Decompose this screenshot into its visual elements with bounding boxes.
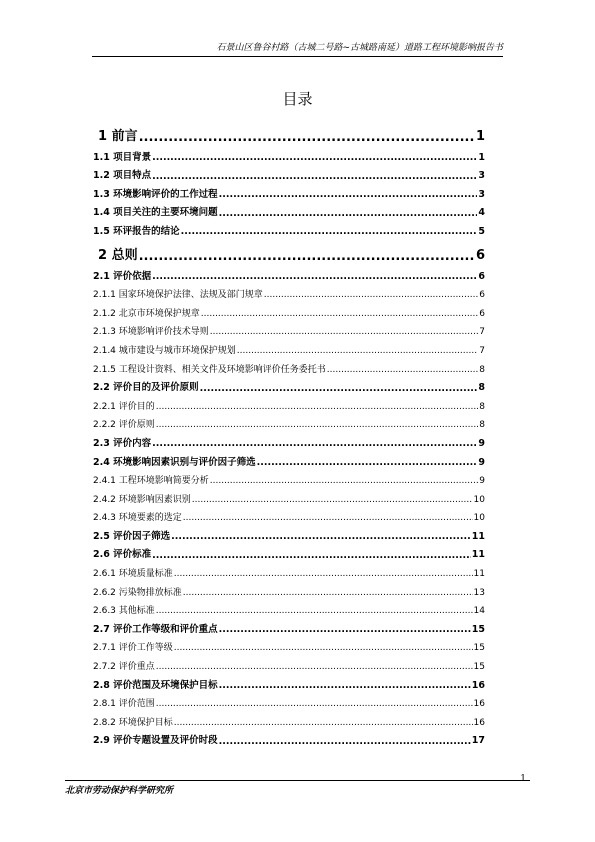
- toc-entry[interactable]: [93, 282, 485, 301]
- toc-leader-dots: [152, 551, 471, 561]
- toc-entry-title: 2.4.3 环境要素的选定: [93, 513, 182, 524]
- toc-entry-page: 5: [478, 225, 485, 237]
- toc-leader-dots: [152, 439, 477, 449]
- footer-org: 北京市劳动保护科学研究所: [65, 786, 174, 796]
- toc-leader-dots: [219, 681, 471, 691]
- toc-entry[interactable]: [93, 542, 485, 561]
- toc-entry-page: 3: [478, 170, 485, 182]
- toc-entry-title: 2.1.4 城市建设与城市环境保护规划: [93, 345, 236, 356]
- toc-entry[interactable]: [93, 144, 485, 163]
- toc-entry-page: 8: [479, 401, 485, 412]
- toc-entry[interactable]: [93, 181, 485, 200]
- toc-entry[interactable]: [93, 653, 485, 672]
- toc-entry[interactable]: [93, 728, 485, 747]
- toc-entry-title: 2.6.1 环境质量标准: [93, 569, 173, 580]
- toc-entry[interactable]: [93, 337, 485, 356]
- toc-entry[interactable]: [93, 616, 485, 635]
- toc-leader-dots: [156, 607, 473, 616]
- toc-entry[interactable]: [93, 691, 485, 710]
- toc-entry-title: 2 总则: [98, 247, 138, 263]
- toc-entry-page: 9: [479, 476, 485, 487]
- toc-leader-dots: [192, 496, 473, 505]
- toc-entry-title: 1.3 环境影响评价的工作过程: [93, 188, 218, 200]
- toc-entry-page: 9: [478, 437, 485, 449]
- toc-entry-page: 1: [475, 129, 485, 144]
- toc-leader-dots: [257, 458, 478, 468]
- toc-entry-page: 13: [473, 587, 485, 598]
- toc-entry-page: 11: [471, 549, 485, 561]
- toc-entry-title: 2.1.1 国家环境保护法律、法规及部门规章: [93, 290, 263, 301]
- toc-leader-dots: [237, 347, 479, 356]
- toc-entry-title: 2.2 评价目的及评价原则: [93, 382, 199, 394]
- toc-leader-dots: [219, 625, 471, 635]
- toc-title: 目录: [282, 90, 313, 108]
- toc-entry[interactable]: [93, 449, 485, 468]
- toc-entry-title: 2.7 评价工作等级和评价重点: [93, 623, 218, 635]
- toc-leader-dots: [183, 589, 473, 598]
- toc-leader-dots: [219, 190, 478, 200]
- toc-entry[interactable]: [93, 393, 485, 412]
- table-of-contents: [93, 118, 485, 746]
- toc-entry[interactable]: [93, 486, 485, 505]
- toc-entry-title: 1.2 项目特点: [93, 170, 152, 182]
- toc-leader-dots: [264, 291, 479, 300]
- toc-leader-dots: [219, 209, 478, 219]
- toc-leader-dots: [210, 328, 479, 337]
- toc-entry[interactable]: [93, 163, 485, 182]
- toc-entry[interactable]: [93, 263, 485, 282]
- toc-leader-dots: [210, 477, 479, 486]
- toc-entry-title: 2.2.2 评价原则: [93, 420, 155, 431]
- toc-entry-page: 15: [473, 643, 485, 654]
- toc-entry-title: 2.3 评价内容: [93, 437, 152, 449]
- toc-entry-title: 2.6.3 其他标准: [93, 606, 155, 617]
- toc-leader-dots: [219, 737, 471, 747]
- toc-leader-dots: [156, 403, 479, 412]
- toc-entry-title: 2.2.1 评价目的: [93, 401, 155, 412]
- toc-entry[interactable]: [93, 468, 485, 487]
- toc-entry[interactable]: [93, 709, 485, 728]
- toc-entry-page: 4: [478, 207, 485, 219]
- toc-entry-page: 14: [473, 606, 485, 617]
- toc-leader-dots: [171, 532, 471, 542]
- toc-entry-page: 6: [479, 290, 485, 301]
- toc-entry-page: 15: [471, 623, 485, 635]
- toc-entry-title: 2.4 环境影响因素识别与评价因子筛选: [93, 456, 256, 468]
- toc-entry[interactable]: [93, 319, 485, 338]
- toc-entry-page: 1: [478, 151, 485, 163]
- toc-entry-page: 7: [479, 345, 485, 356]
- toc-entry[interactable]: [93, 560, 485, 579]
- toc-entry-title: 2.4.1 工程环境影响简要分析: [93, 476, 209, 487]
- page-number: 1: [520, 774, 526, 784]
- toc-entry[interactable]: [93, 430, 485, 449]
- toc-leader-dots: [327, 366, 479, 375]
- toc-entry[interactable]: [93, 118, 485, 144]
- toc-entry-title: 2.6 评价标准: [93, 549, 152, 561]
- toc-entry-page: 6: [475, 247, 485, 263]
- toc-entry-title: 1 前言: [98, 129, 138, 144]
- toc-entry-title: 1.5 环评报告的结论: [93, 225, 180, 237]
- toc-leader-dots: [152, 272, 477, 282]
- toc-leader-dots: [156, 663, 473, 672]
- toc-leader-dots: [174, 570, 473, 579]
- toc-entry-page: 10: [473, 494, 485, 505]
- toc-entry-title: 2.8.1 评价范围: [93, 699, 155, 710]
- toc-leader-dots: [139, 250, 475, 263]
- toc-entry[interactable]: [93, 237, 485, 263]
- toc-entry-page: 11: [473, 569, 485, 580]
- toc-entry-page: 16: [473, 699, 485, 710]
- toc-entry[interactable]: [93, 356, 485, 375]
- toc-entry-title: 1.4 项目关注的主要环境问题: [93, 207, 218, 219]
- toc-entry-title: 2.8 评价范围及环境保护目标: [93, 679, 218, 691]
- toc-entry[interactable]: [93, 375, 485, 394]
- toc-entry-page: 3: [478, 188, 485, 200]
- page-footer: [65, 780, 530, 796]
- toc-entry-title: 2.7.2 评价重点: [93, 662, 155, 673]
- toc-leader-dots: [174, 719, 473, 728]
- toc-leader-dots: [181, 227, 478, 237]
- toc-entry-page: 8: [478, 382, 485, 394]
- header-title: 石景山区鲁谷村路（古城二号路~古城路南延）道路工程环境影响报告书: [216, 43, 503, 53]
- toc-leader-dots: [183, 514, 473, 523]
- toc-entry-title: 2.1 评价依据: [93, 270, 152, 282]
- toc-entry-title: 1.1 项目背景: [93, 151, 152, 163]
- toc-entry[interactable]: [93, 523, 485, 542]
- toc-entry[interactable]: [93, 579, 485, 598]
- toc-entry-page: 8: [479, 420, 485, 431]
- toc-entry-page: 16: [473, 717, 485, 728]
- toc-entry-page: 17: [471, 735, 485, 747]
- toc-entry-page: 6: [479, 308, 485, 319]
- toc-entry-title: 2.4.2 环境影响因素识别: [93, 494, 191, 505]
- toc-leader-dots: [200, 384, 478, 394]
- toc-entry-page: 8: [479, 364, 485, 375]
- toc-entry-title: 2.8.2 环境保护目标: [93, 717, 173, 728]
- toc-leader-dots: [156, 700, 473, 709]
- toc-entry[interactable]: [93, 200, 485, 219]
- toc-entry-page: 9: [478, 456, 485, 468]
- toc-entry-title: 2.1.3 环境影响评价技术导则: [93, 327, 209, 338]
- toc-entry-title: 2.9 评价专题设置及评价时段: [93, 735, 218, 747]
- toc-entry-page: 16: [471, 679, 485, 691]
- toc-leader-dots: [139, 131, 475, 144]
- toc-entry-page: 7: [479, 327, 485, 338]
- toc-entry-page: 10: [473, 513, 485, 524]
- toc-entry-page: 6: [478, 270, 485, 282]
- toc-entry-title: 2.5 评价因子筛选: [93, 530, 171, 542]
- toc-entry[interactable]: [93, 218, 485, 237]
- toc-leader-dots: [174, 644, 473, 653]
- toc-entry-page: 15: [473, 662, 485, 673]
- toc-entry[interactable]: [93, 300, 485, 319]
- toc-entry[interactable]: [93, 672, 485, 691]
- toc-leader-dots: [156, 421, 479, 430]
- toc-entry[interactable]: [93, 505, 485, 524]
- toc-entry-title: 2.1.2 北京市环境保护规章: [93, 308, 200, 319]
- toc-leader-dots: [152, 153, 477, 163]
- toc-entry-title: 2.7.1 评价工作等级: [93, 643, 173, 654]
- toc-entry-page: 11: [471, 530, 485, 542]
- toc-entry[interactable]: [93, 598, 485, 617]
- toc-entry-title: 2.1.5 工程设计资料、相关文件及环境影响评价任务委托书: [93, 364, 326, 375]
- toc-entry[interactable]: [93, 635, 485, 654]
- page-header: [92, 40, 503, 57]
- toc-entry[interactable]: [93, 412, 485, 431]
- toc-entry-title: 2.6.2 污染物排放标准: [93, 587, 182, 598]
- toc-leader-dots: [152, 172, 477, 182]
- toc-leader-dots: [201, 310, 479, 319]
